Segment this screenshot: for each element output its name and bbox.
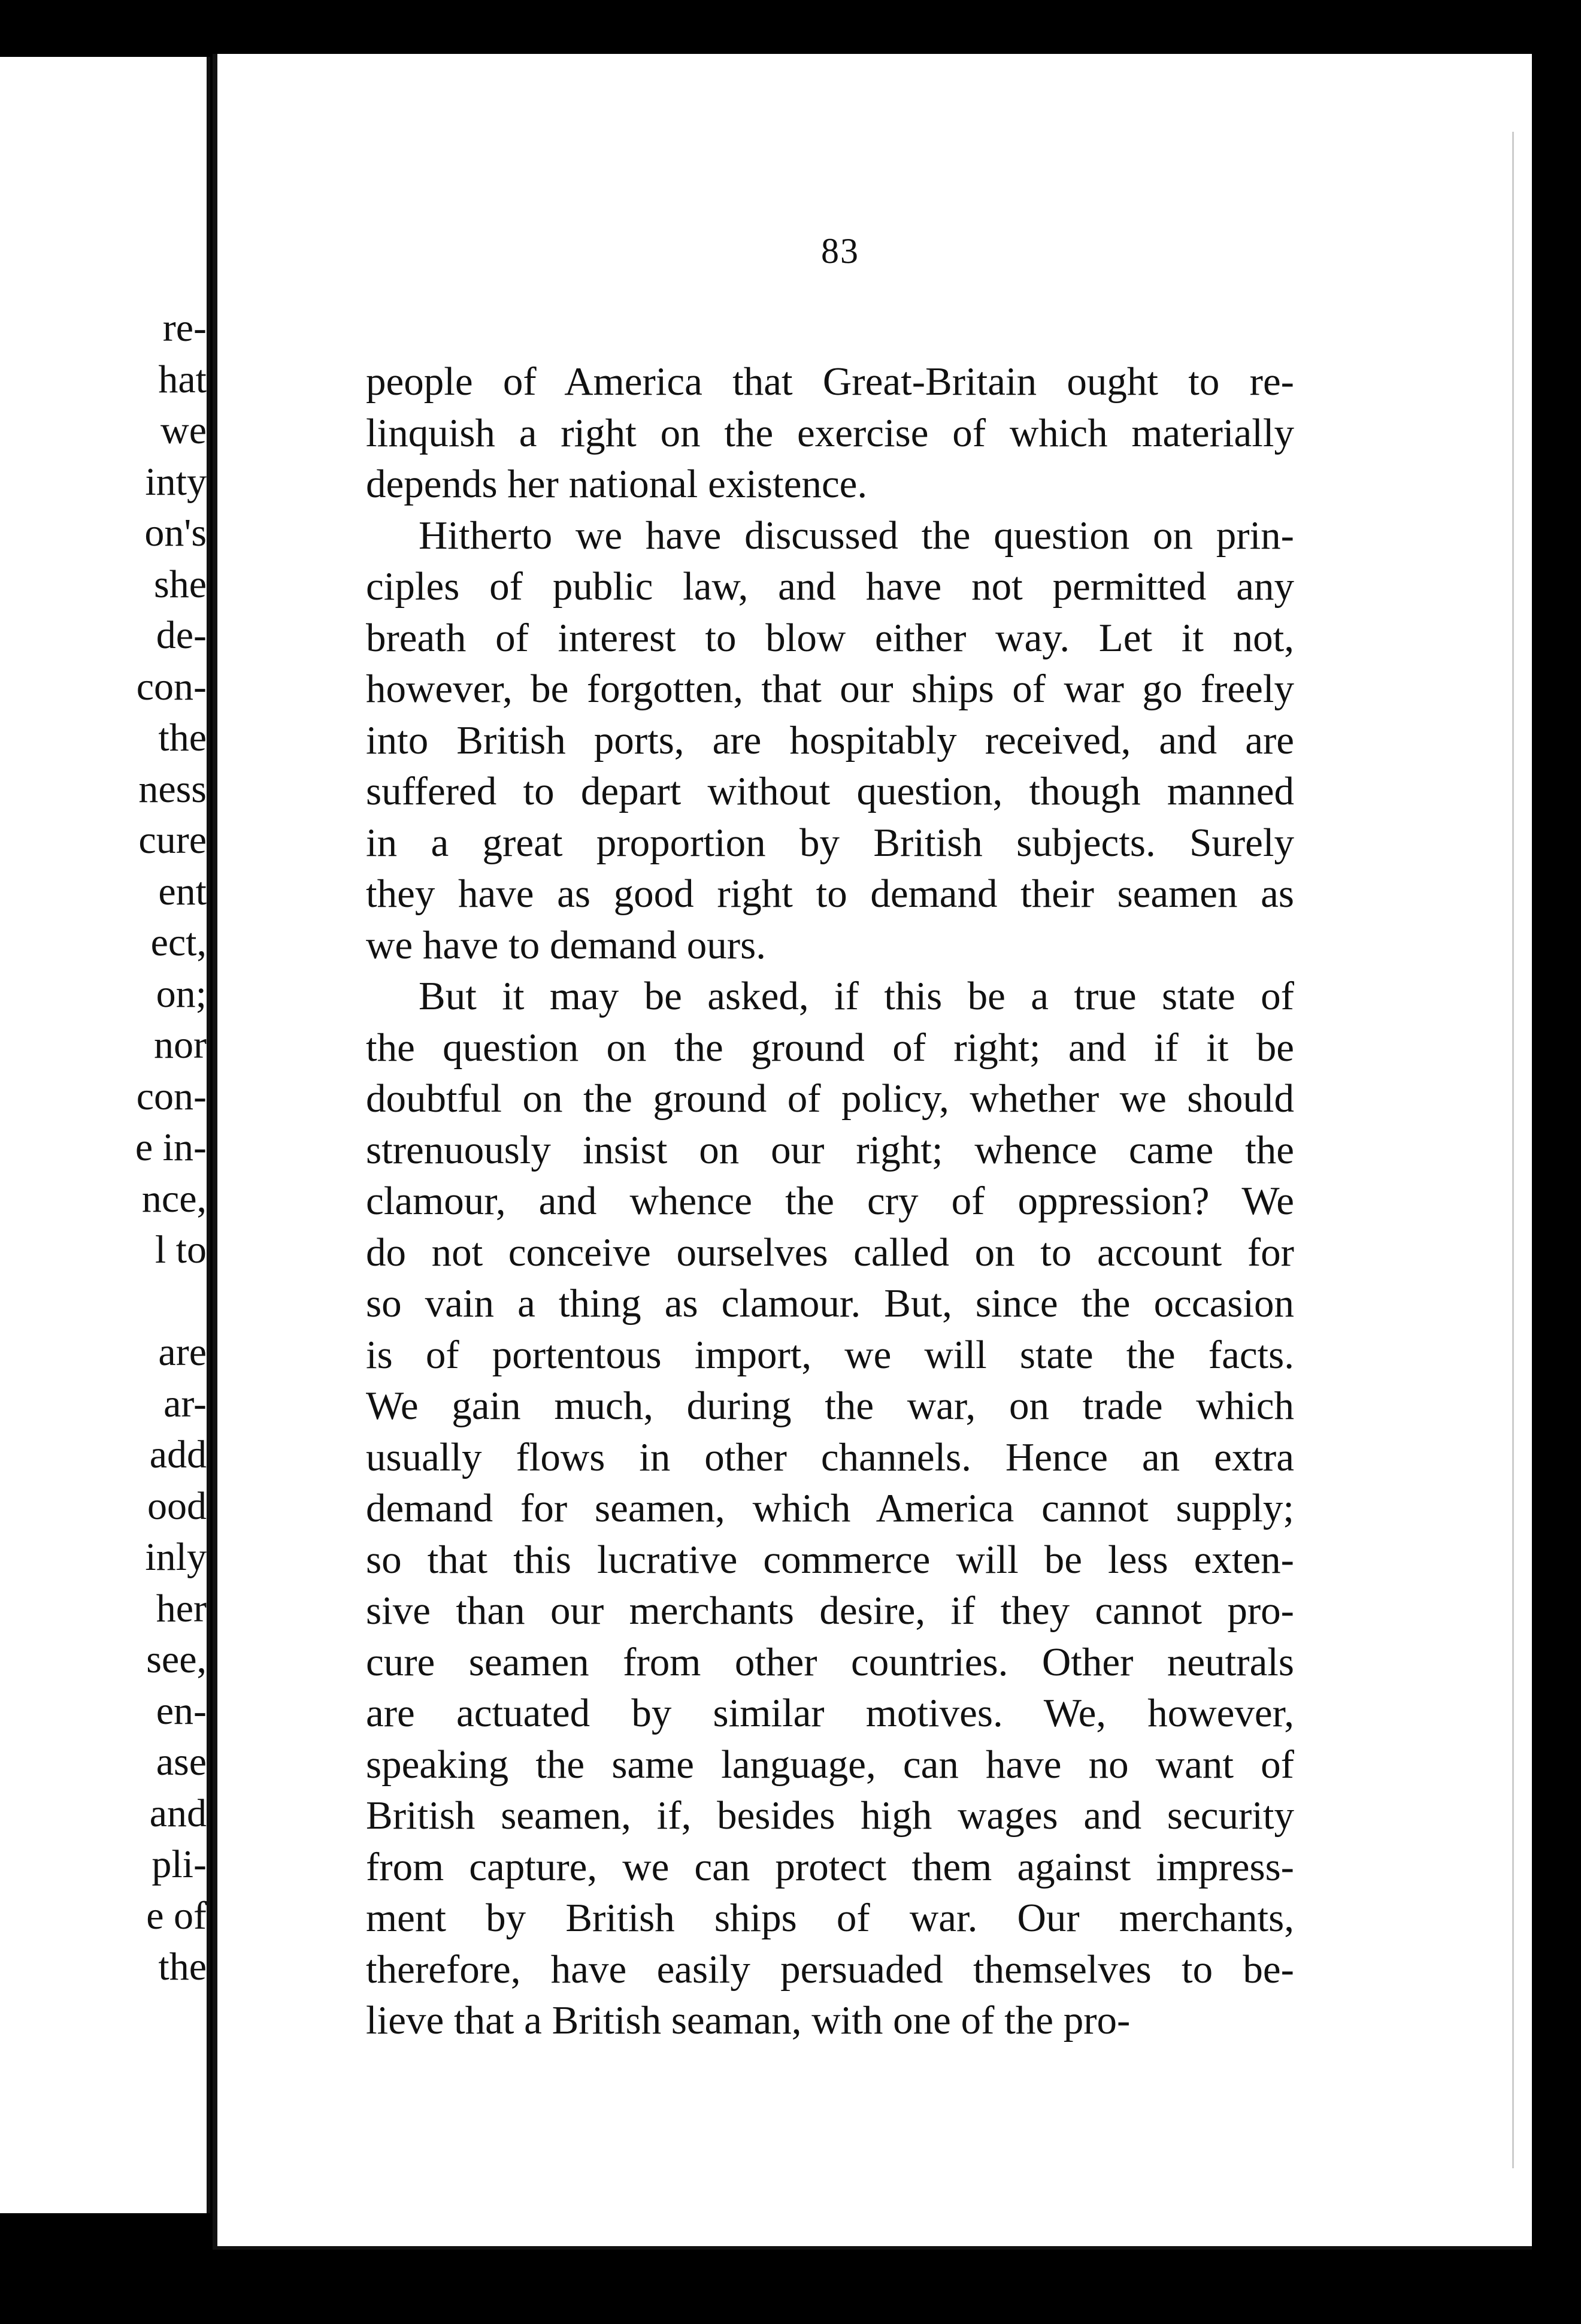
- text-line: so vain a thing as clamour. But, since the occasion: [366, 1281, 1294, 1326]
- text-line: so that this lucrative commerce will be less exten-: [366, 1537, 1294, 1582]
- text-line: they have as good right to demand their seamen as: [366, 872, 1294, 916]
- text-line: linquish a right on the exercise of which materially: [366, 410, 1294, 455]
- text-line: in a great proportion by British subjects. Surely: [366, 820, 1294, 865]
- text-line: from capture, we can protect them against impress-: [366, 1844, 1294, 1889]
- left-fragment: on's: [144, 511, 207, 555]
- book-page: [213, 54, 1532, 2250]
- text-line: cure seamen from other countries. Other neutrals: [366, 1639, 1294, 1684]
- left-fragment: re-: [162, 306, 207, 350]
- left-fragment: hat: [158, 357, 207, 401]
- text-line: breath of interest to blow either way. Let it not,: [366, 615, 1294, 660]
- left-fragment: ood: [147, 1484, 207, 1528]
- left-fragment: nor: [154, 1023, 207, 1067]
- text-line: depends her national existence.: [366, 462, 868, 506]
- page-edge: [1512, 132, 1532, 2168]
- left-fragment: pli-: [152, 1842, 207, 1886]
- left-fragment: and: [149, 1791, 207, 1835]
- text-line: But it may be asked, if this be a true state of: [419, 974, 1294, 1018]
- left-fragment: e in-: [135, 1125, 207, 1169]
- left-fragment: en-: [156, 1688, 207, 1733]
- text-line: We gain much, during the war, on trade which: [366, 1384, 1294, 1428]
- left-fragment: ness: [138, 767, 207, 811]
- left-fragment: ase: [156, 1740, 207, 1784]
- text-line: British seamen, if, besides high wages and security: [366, 1793, 1294, 1838]
- left-fragment: we: [160, 408, 207, 452]
- left-fragment: ect,: [150, 921, 207, 964]
- text-line: doubtful on the ground of policy, whether we should: [366, 1076, 1294, 1121]
- left-fragment: de-: [156, 613, 207, 657]
- text-line: clamour, and whence the cry of oppression? We: [366, 1179, 1294, 1223]
- left-page-text-fragments: [9, 302, 207, 1993]
- left-fragment: ar-: [163, 1381, 207, 1426]
- left-fragment: add: [149, 1433, 207, 1476]
- text-line: lieve that a British seaman, with one of the pro-: [366, 1998, 1131, 2042]
- left-fragment: the: [158, 716, 207, 759]
- text-line: speaking the same language, can have no want of: [366, 1742, 1294, 1787]
- text-line: sive than our merchants desire, if they cannot pro-: [366, 1588, 1294, 1633]
- body-text: [366, 356, 1294, 2047]
- page-number: 83: [821, 231, 859, 271]
- left-fragment: her: [156, 1586, 207, 1630]
- text-line: strenuously insist on our right; whence came the: [366, 1127, 1294, 1172]
- left-facing-page: [0, 57, 210, 2213]
- left-fragment: ent: [158, 869, 207, 913]
- text-line: into British ports, are hospitably received, and are: [366, 718, 1294, 762]
- left-fragment: nce,: [141, 1176, 207, 1221]
- text-line: usually flows in other channels. Hence an extra: [366, 1435, 1294, 1479]
- text-line: we have to demand ours.: [366, 922, 766, 967]
- left-fragment: the: [158, 1945, 207, 1989]
- text-line: demand for seamen, which America cannot supply;: [366, 1486, 1294, 1530]
- text-line: the question on the ground of right; and if it be: [366, 1025, 1294, 1070]
- left-fragment: see,: [146, 1638, 207, 1681]
- left-fragment: l to: [155, 1228, 207, 1272]
- left-fragment: are: [158, 1330, 207, 1374]
- left-fragment: she: [154, 562, 207, 606]
- text-line: do not conceive ourselves called on to account for: [366, 1230, 1294, 1275]
- left-fragment: inty: [145, 459, 207, 504]
- text-line: Hitherto we have discussed the question on prin-: [419, 513, 1294, 558]
- text-line: people of America that Great-Britain ought to re-: [366, 359, 1294, 404]
- paragraph: [366, 971, 1294, 2047]
- left-fragment: on;: [156, 972, 207, 1016]
- left-fragment: e of: [146, 1893, 207, 1938]
- left-fragment: inly: [145, 1535, 207, 1579]
- paragraph: [366, 356, 1294, 510]
- left-fragment: con-: [136, 664, 207, 709]
- left-fragment: cure: [138, 818, 207, 862]
- text-line: is of portentous import, we will state the facts.: [366, 1332, 1294, 1377]
- text-line: ciples of public law, and have not permitted any: [366, 564, 1294, 609]
- text-line: are actuated by similar motives. We, however,: [366, 1691, 1294, 1735]
- left-fragment: [9, 1276, 210, 1327]
- text-line: suffered to depart without question, though manned: [366, 769, 1294, 813]
- paragraph: [366, 510, 1294, 972]
- left-fragment: con-: [136, 1074, 207, 1118]
- text-line: ment by British ships of war. Our merchants,: [366, 1896, 1294, 1940]
- text-line: however, be forgotten, that our ships of war go freely: [366, 667, 1294, 711]
- text-line: therefore, have easily persuaded themselves to be-: [366, 1947, 1294, 1992]
